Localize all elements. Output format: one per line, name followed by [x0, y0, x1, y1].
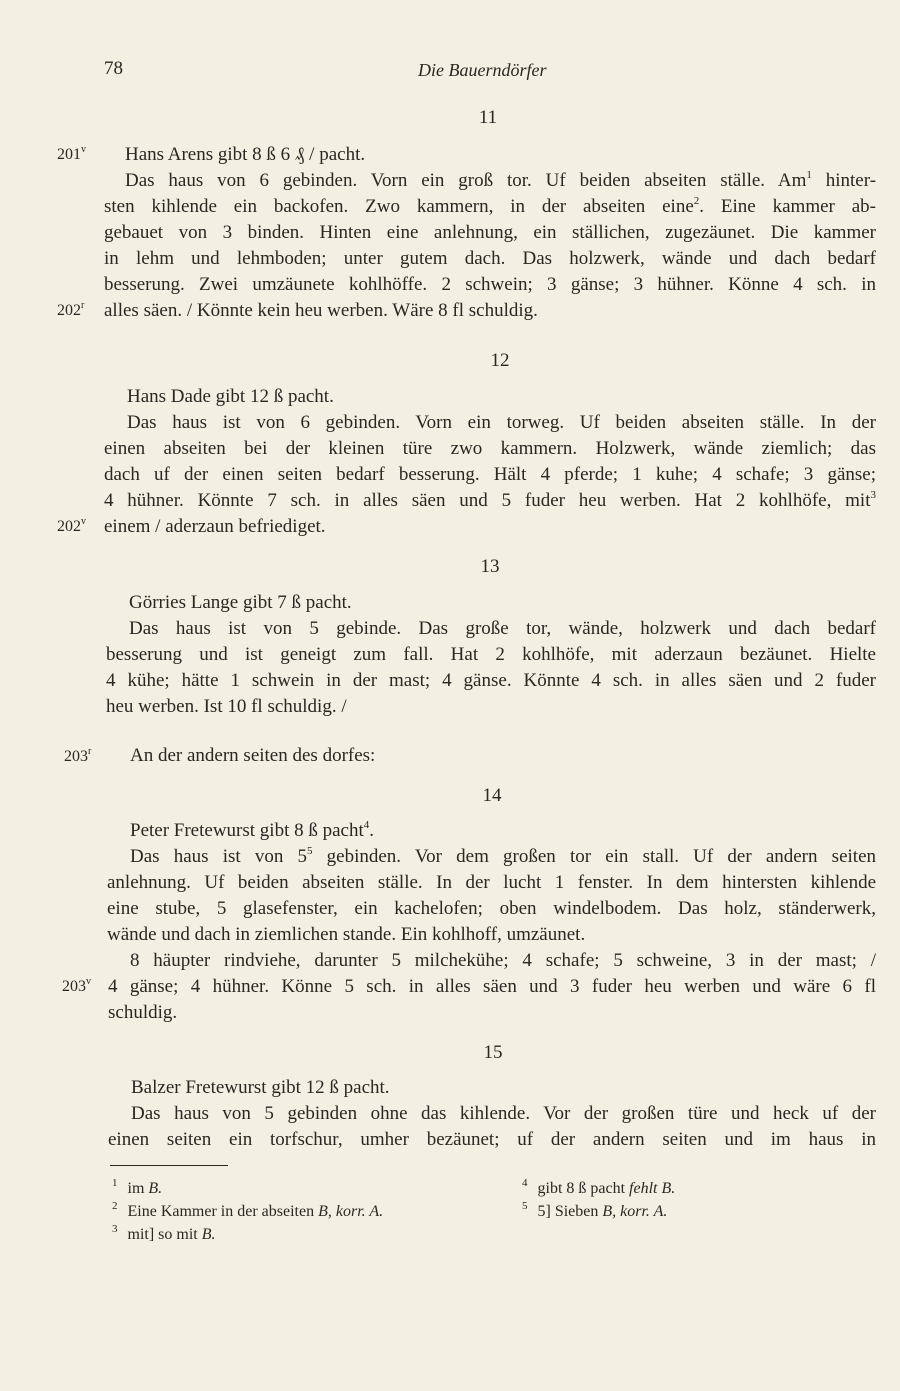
entry-heading-hans-arens: Hans Arens gibt 8 ß 6 ₰ / pacht. [125, 144, 366, 165]
text-line: einem / aderzaun befriediget. [104, 516, 326, 537]
section-number-15: 15 [483, 1042, 503, 1063]
text-line: schuldig. [108, 1002, 178, 1023]
footnote-ref-3: 3 [870, 488, 876, 501]
subheading-other-side: An der andern seiten des dorfes: [130, 745, 376, 766]
folio-marker-202v: 202$^v$ [57, 515, 86, 535]
footnote-2: $^2$ Eine Kammer in der abseiten B, korr. A. [112, 1199, 384, 1220]
entry-heading-peter-fretewurst: Peter Fretewurst gibt 8 ß pacht$^4$. [130, 818, 375, 841]
text-line: Das haus ist von $5^5$ gebinden. Vor dem großen tor ein stall. Uf der andern seiten [130, 844, 876, 867]
text-line: Das haus von 5 gebinden ohne das kihlende. Vor der großen türe und heck uf der [131, 1103, 876, 1124]
section-number-12: 12 [490, 350, 510, 371]
folio-marker-203v: 203$^v$ [62, 975, 91, 995]
text-line: Das haus von 6 gebinden. Vorn ein groß tor. Uf beiden abseiten ställe. Am$^1$ hinter- [125, 168, 877, 191]
footnote-rule [110, 1165, 228, 1166]
footnote-ref-1: 1 [806, 168, 812, 181]
footnote-3: $^3$ mit] so mit B. [112, 1222, 216, 1243]
text-line: einen seiten ein torfschur, umher bezäunet; uf der andern seiten und im haus in [108, 1129, 876, 1150]
entry-heading-hans-dade: Hans Dade gibt 12 ß pacht. [127, 386, 334, 407]
text-line: dach uf der einen seiten bedarf besserung. Hält 4 pferde; 1 kuhe; 4 schafe; 3 gänse; [104, 464, 876, 485]
text-line: heu werben. Ist 10 fl schuldig. / [106, 696, 347, 717]
footnote-5: $^5$ 5] Sieben B, korr. A. [522, 1199, 668, 1220]
text-line: einen abseiten bei der kleinen türe zwo kammern. Holzwerk, wände ziemlich; das [104, 438, 876, 459]
entry-heading-balzer-fretewurst: Balzer Fretewurst gibt 12 ß pacht. [131, 1077, 390, 1098]
text-line: eine stube, 5 glasefenster, ein kachelofen; oben windelbodem. Das holz, ständerwerk, [107, 898, 876, 919]
text-line: 4 gänse; 4 hühner. Könne 5 sch. in alles säen und 3 fuder heu werben und wäre 6 fl [108, 976, 876, 997]
text-line: 4 kühe; hätte 1 schwein in der mast; 4 gänse. Könnte 4 sch. in alles säen und 2 fuder [106, 670, 876, 691]
text-line: gebauet von 3 binden. Hinten eine anlehnung, ein ställichen, zugezäunet. Die kammer [104, 222, 876, 243]
text-line: wände und dach in ziemlichen stande. Ein kohlhoff, umzäunet. [107, 924, 586, 945]
footnote-ref-4: 4 [363, 818, 370, 831]
text-line: Das haus ist von 6 gebinden. Vorn ein torweg. Uf beiden abseiten ställe. In der [127, 412, 876, 433]
folio-marker-202r: 202$^r$ [57, 299, 85, 319]
folio-marker-201v: 201$^v$ [57, 143, 86, 163]
entry-heading-gorries-lange: Görries Lange gibt 7 ß pacht. [129, 592, 352, 613]
text-line: besserung. Zwei umzäunete kohlhöffe. 2 schwein; 3 gänse; 3 hühner. Könne 4 sch. in [104, 274, 876, 295]
section-number-11: 11 [478, 107, 498, 128]
text-line: 4 hühner. Könnte 7 sch. in alles säen und 5 fuder heu werben. Hat 2 kohlhöfe, mit$^3$ [104, 488, 876, 511]
text-line: besserung und ist geneigt zum fall. Hat 2 kohlhöfe, mit aderzaun bezäunet. Hielte [106, 644, 876, 665]
footnote-1: $^1$ im B. [112, 1176, 163, 1197]
section-number-13: 13 [480, 556, 500, 577]
text-line: alles säen. / Könnte kein heu werben. Wäre 8 fl schuldig. [104, 300, 538, 321]
footnote-ref-2: 2 [693, 194, 700, 207]
running-title: Die Bauerndörfer [418, 60, 547, 80]
footnote-4: $^4$ gibt 8 ß pacht fehlt B. [522, 1176, 676, 1197]
section-number-14: 14 [482, 785, 502, 806]
footnote-ref-5: 5 [307, 844, 313, 857]
folio-marker-203r: 203$^r$ [64, 745, 92, 765]
text-line: anlehnung. Uf beiden abseiten ställe. In der lucht 1 fenster. In dem hintersten kihlende [107, 872, 876, 893]
text-line: 8 häupter rindviehe, darunter 5 milchekühe; 4 schafe; 5 schweine, 3 in der mast; / [130, 950, 876, 971]
text-line: in lehm und lehmboden; unter gutem dach. Das holzwerk, wände und dach bedarf [104, 248, 876, 269]
page-number: 78 [104, 58, 123, 79]
text-line: Das haus ist von 5 gebinde. Das große tor, wände, holzwerk und dach bedarf [129, 618, 876, 639]
text-line: sten kihlende ein backofen. Zwo kammern, in der abseiten eine$^2$. Eine kammer ab- [104, 194, 876, 217]
